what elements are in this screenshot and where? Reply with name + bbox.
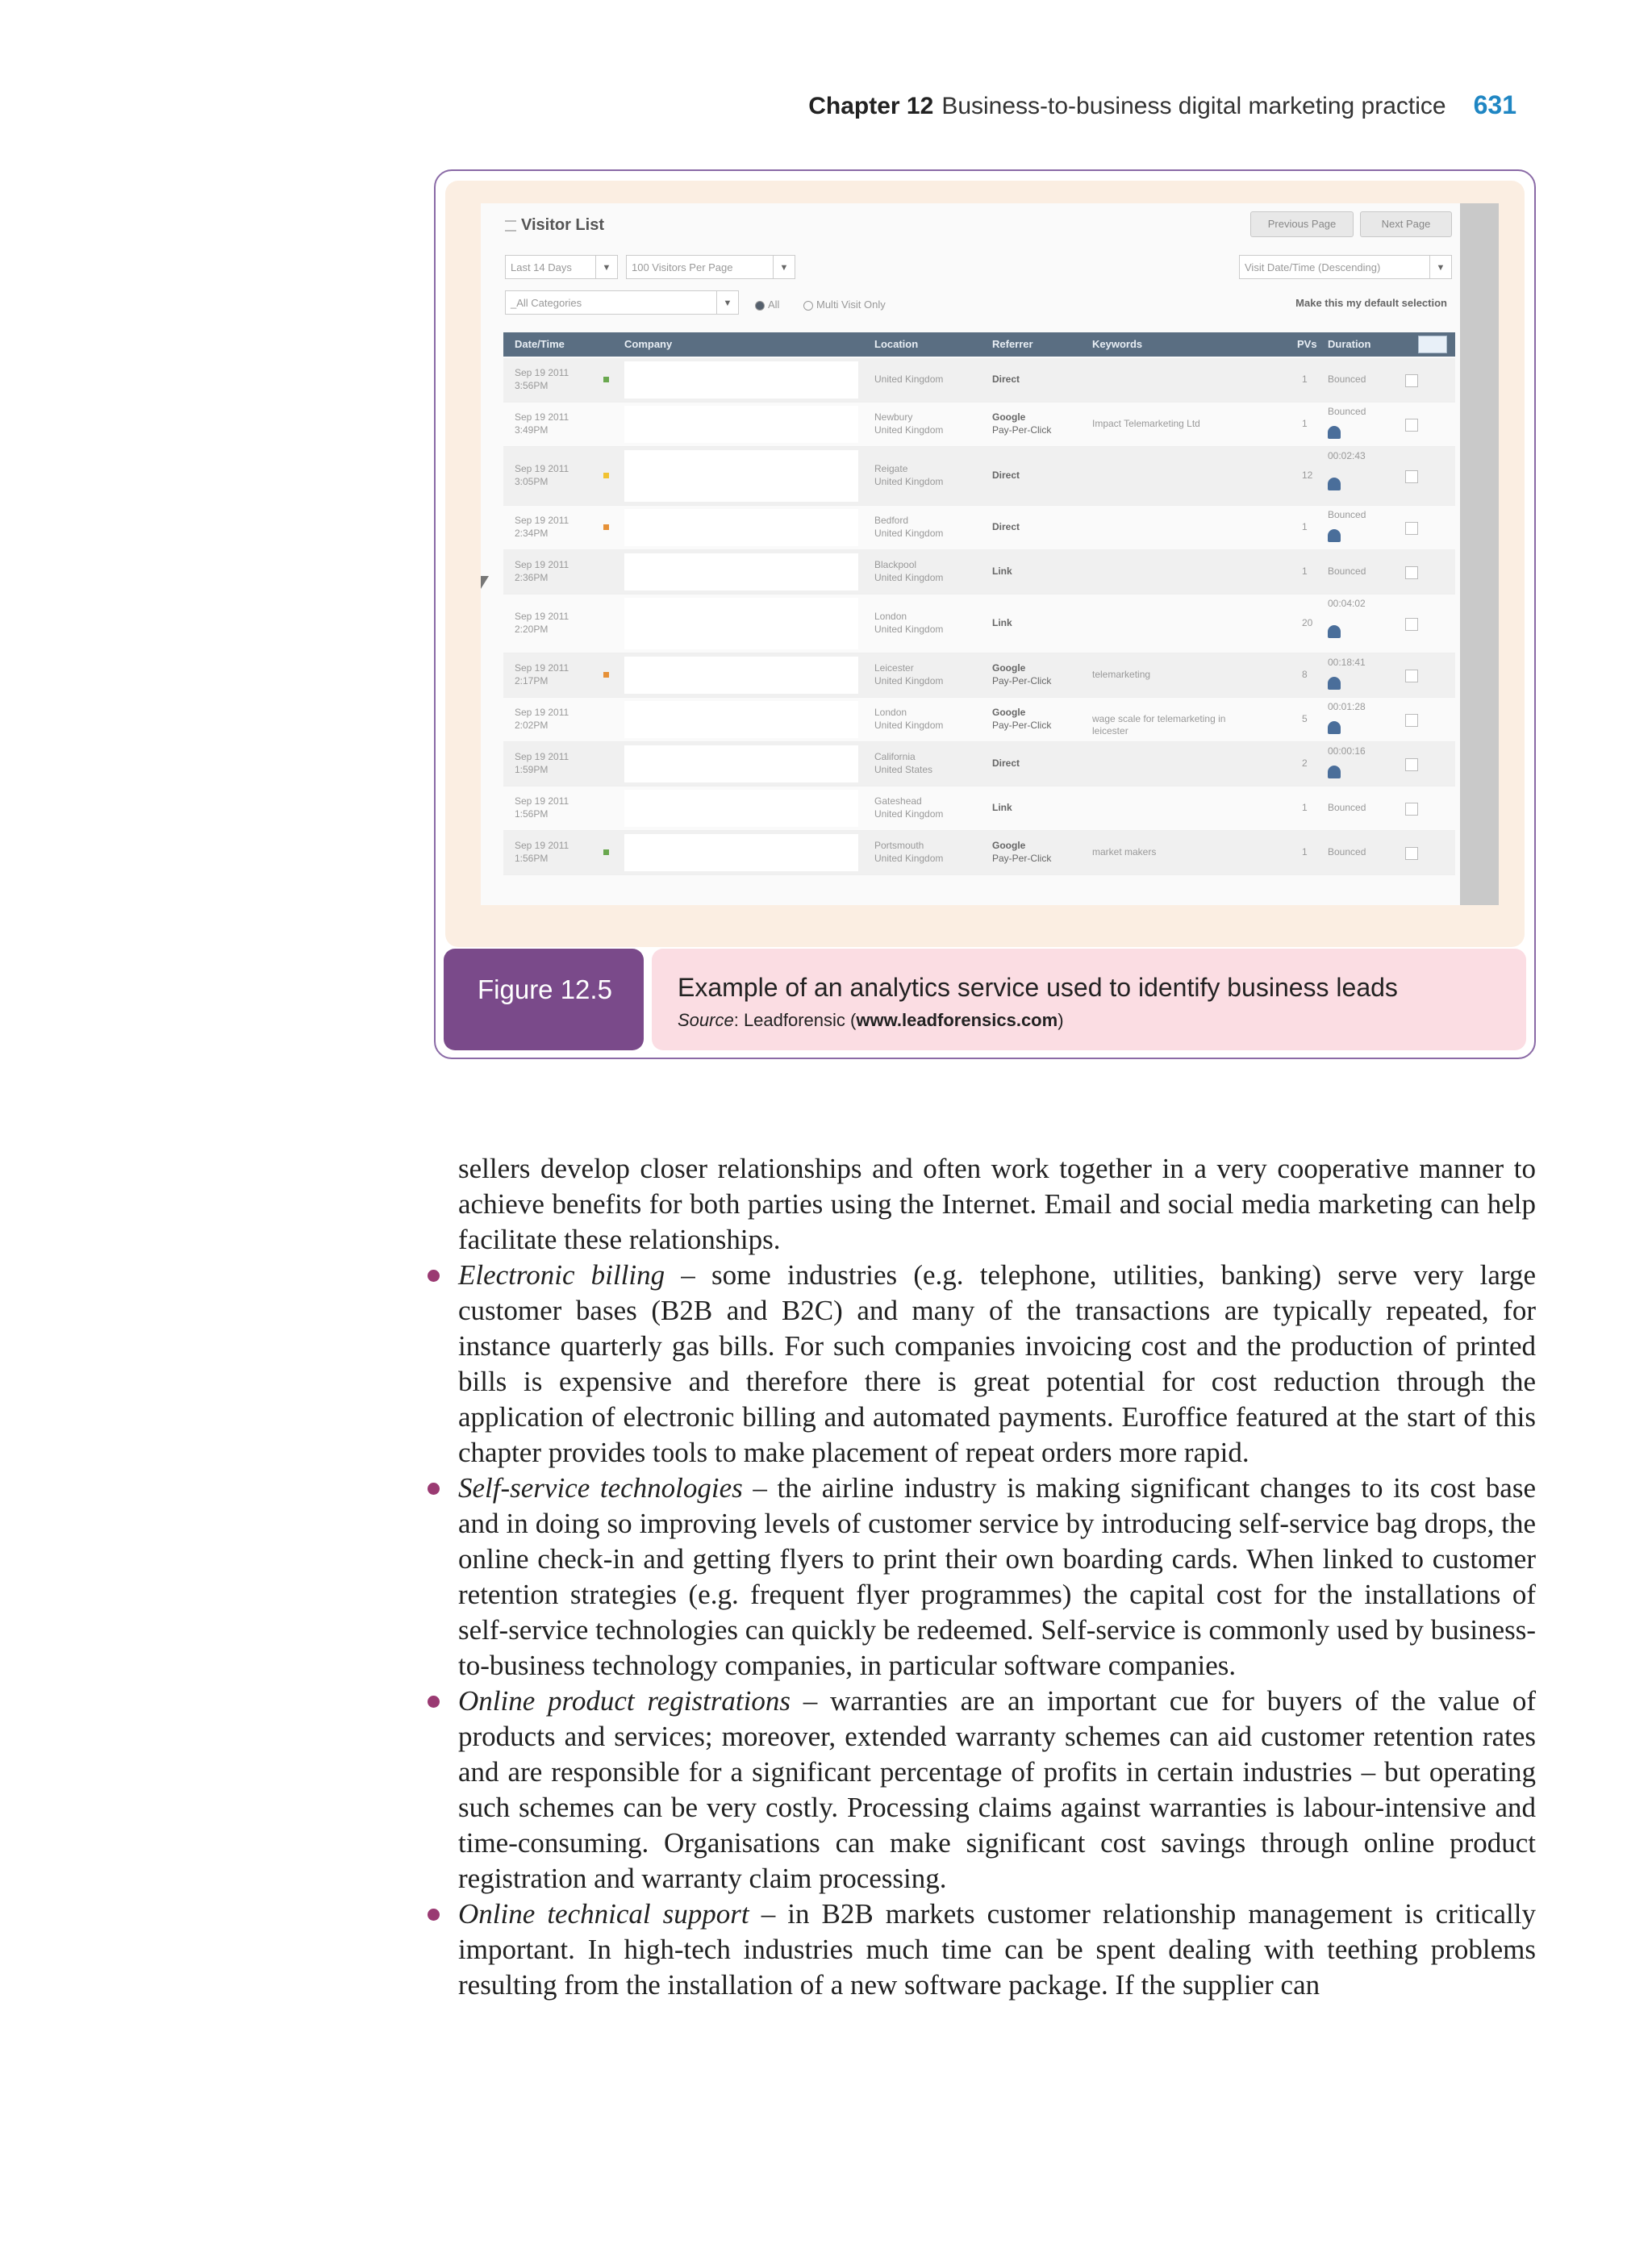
row-duration: Bounced [1328,846,1366,858]
row-duration: Bounced [1328,373,1366,385]
row-country: United Kingdom [874,476,944,487]
radio-selected-icon [755,301,765,311]
figure-number: Figure 12.5 [478,974,612,1004]
row-duration: Bounced [1328,406,1366,417]
row-duration: 00:02:43 [1328,450,1366,461]
visitor-icon [1328,721,1343,734]
visitor-list-screenshot [481,203,1499,905]
bullet-text: – in B2B markets customer relationship management is critically important. In high-tech industries much time can be spent dealing with teething problems resulting from the installation of a new software package. If the supplier can [458,1898,1536,2001]
row-referrer: Link [992,802,1012,813]
intro-paragraph: sellers develop closer relationships and often work together in a very cooperative manner to achieve benefits for both parties using the Internet. Email and social media marketing can help facilitate these relationships. [458,1153,1536,1255]
bullet-term: Electronic billing [458,1259,665,1291]
bullet-icon [428,1909,440,1921]
row-referrer: Google [992,707,1026,718]
row-keywords: Impact Telemarketing Ltd [1092,418,1200,429]
running-head [808,90,1516,120]
row-country: United Kingdom [874,424,944,436]
company-cell[interactable] [624,701,858,738]
radio-multi-label: Multi Visit Only [816,298,886,311]
sort-select-value: Visit Date/Time (Descending) [1245,261,1381,273]
bullet-term: Online technical support [458,1898,749,1930]
row-time: 2:02PM [515,720,549,731]
row-keywords: wage scale for telemarketing in leicester [1092,713,1226,737]
row-pageviews: 5 [1302,713,1308,724]
table-row[interactable] [503,403,1455,447]
source-close: ) [1058,1010,1064,1030]
radio-all-label: All [768,298,780,311]
radio-all[interactable] [755,298,779,311]
row-referrer-type: Pay-Per-Click [992,424,1052,436]
row-country: United States [874,764,933,775]
row-duration: 00:04:02 [1328,598,1366,609]
visitor-icon [1328,766,1343,778]
column-header[interactable]: Referrer [992,338,1033,350]
table-row[interactable] [503,698,1455,742]
row-referrer-type: Pay-Per-Click [992,853,1052,864]
visitor-table-body [503,358,1455,875]
column-header[interactable]: Keywords [1092,338,1143,350]
row-date: Sep 19 2011 [515,840,569,851]
row-referrer-type: Pay-Per-Click [992,720,1052,731]
row-country: United Kingdom [874,808,944,820]
sort-select[interactable] [1239,255,1452,279]
table-row[interactable] [503,358,1455,403]
source-label: Source [678,1010,734,1030]
range-select-value: Last 14 Days [511,261,572,273]
row-referrer: Direct [992,469,1020,481]
row-checkbox[interactable] [1405,618,1418,631]
status-dot-icon [603,849,609,855]
row-country: United Kingdom [874,720,944,731]
bullet-icon [428,1270,440,1282]
row-time: 1:56PM [515,808,549,820]
row-referrer: Google [992,662,1026,674]
row-date: Sep 19 2011 [515,559,569,570]
company-cell[interactable] [624,745,858,782]
source-text: : Leadforensic ( [733,1010,857,1030]
row-location: Reigate [874,463,908,474]
figure-caption [652,949,1526,1050]
company-cell[interactable] [624,406,858,443]
company-cell[interactable] [624,361,858,399]
row-location: California [874,751,916,762]
per-page-select[interactable] [626,255,795,279]
company-cell[interactable] [624,598,858,649]
row-date: Sep 19 2011 [515,751,569,762]
row-country: United Kingdom [874,572,944,583]
row-date: Sep 19 2011 [515,367,569,378]
table-row[interactable] [503,506,1455,550]
table-header [503,332,1455,357]
bullet-icon [428,1696,440,1708]
company-cell[interactable] [624,790,858,827]
chapter-title: Business-to-business digital marketing practice [941,93,1446,119]
bullet-text: – some industries (e.g. telephone, utilities, banking) serve very large customer bases (B2B and B2C) and many of the transactions are typically repeated, for instance quarterly gas bills. For such companies invoicing cost and the production of printed bills is expensive and therefore there is great potential for cost reduction through the application of electronic billing and automated payments. Euroffice featured at the start of this chapter provides tools to make placement of repeat orders more rapid. [458,1259,1537,1468]
company-cell[interactable] [624,509,858,546]
scrollbar [1460,203,1499,905]
row-time: 1:59PM [515,764,549,775]
row-pageviews: 1 [1302,802,1308,813]
row-checkbox[interactable] [1405,522,1418,535]
row-location: Bedford [874,515,909,526]
row-pageviews: 12 [1302,469,1313,481]
row-checkbox[interactable] [1405,566,1418,579]
row-checkbox[interactable] [1405,419,1418,432]
table-row[interactable] [503,742,1455,787]
row-date: Sep 19 2011 [515,707,569,718]
row-checkbox[interactable] [1405,714,1418,727]
row-time: 3:05PM [515,476,549,487]
bullet-technical-support [458,1897,1536,2003]
screenshot-frame [445,181,1525,947]
row-time: 3:56PM [515,380,549,391]
row-date: Sep 19 2011 [515,795,569,807]
row-location: Newbury [874,411,913,423]
row-referrer: Google [992,840,1026,851]
row-pageviews: 1 [1302,521,1308,532]
row-pageviews: 20 [1302,617,1313,628]
row-keywords: telemarketing [1092,669,1151,680]
row-country: United Kingdom [874,624,944,635]
visitor-list-title-text: Visitor List [521,216,604,234]
table-row[interactable] [503,787,1455,831]
table-row[interactable] [503,831,1455,875]
bullet-term: Self-service technologies [458,1472,743,1504]
row-referrer: Link [992,565,1012,577]
chevron-down-icon: ▼ [595,256,617,278]
chevron-down-icon: ▼ [716,291,738,314]
company-cell[interactable] [624,450,858,502]
row-pageviews: 1 [1302,373,1308,385]
row-referrer: Link [992,617,1012,628]
default-selection-link[interactable]: Make this my default selection [1295,297,1447,309]
per-page-select-value: 100 Visitors Per Page [632,261,733,273]
figure-box [434,169,1536,1059]
row-country: United Kingdom [874,528,944,539]
bullet-term: Online product registrations [458,1685,791,1717]
row-time: 2:34PM [515,528,549,539]
row-duration: Bounced [1328,509,1366,520]
row-location: Portsmouth [874,840,924,851]
visitor-icon [1328,529,1343,542]
row-date: Sep 19 2011 [515,515,569,526]
bullet-text: – the airline industry is making significant changes to its cost base and in doing so improving levels of customer service by introducing self-service bag drops, the online check-in and getting flyers to print their own boarding cards. When linked to customer retention strategies (e.g. frequent flyer programmes) the capital cost for the installations of self-service technologies can quickly be redeemed. Self-service is commonly used by business-to-business technology companies, in particular software companies. [458,1472,1536,1681]
company-cell[interactable] [624,553,858,590]
row-referrer: Direct [992,521,1020,532]
chevron-down-icon: ▼ [773,256,795,278]
category-select[interactable] [505,290,739,315]
row-checkbox[interactable] [1405,470,1418,483]
select-all-checkbox[interactable] [1418,336,1447,353]
previous-page-button[interactable]: Previous Page [1250,211,1354,237]
row-date: Sep 19 2011 [515,611,569,622]
table-row[interactable] [503,595,1455,653]
list-icon [505,220,516,232]
visitor-icon [1328,478,1343,490]
row-time: 2:17PM [515,675,549,686]
row-location: Blackpool [874,559,917,570]
figure-label [444,949,644,1050]
visitor-icon [1328,625,1343,638]
row-date: Sep 19 2011 [515,411,569,423]
next-page-button[interactable]: Next Page [1360,211,1452,237]
chevron-down-icon: ▼ [1429,256,1451,278]
table-row[interactable] [503,447,1455,506]
row-country: United Kingdom [874,675,944,686]
figure-caption-text: Example of an analytics service used to identify business leads [678,973,1398,1002]
row-duration: 00:00:16 [1328,745,1366,757]
bullet-product-registrations [458,1684,1536,1897]
row-duration: Bounced [1328,565,1366,577]
row-pageviews: 8 [1302,669,1308,680]
company-cell[interactable] [624,834,858,871]
row-checkbox[interactable] [1405,374,1418,387]
column-header[interactable]: PVs [1297,338,1317,350]
table-row[interactable] [503,653,1455,698]
visitor-icon [1328,677,1343,690]
row-referrer-type: Pay-Per-Click [992,675,1052,686]
row-location: Gateshead [874,795,922,807]
bullet-self-service [458,1471,1536,1684]
table-row[interactable] [503,550,1455,595]
row-location: United Kingdom [874,373,944,385]
row-duration: Bounced [1328,802,1366,813]
row-pageviews: 1 [1302,846,1308,858]
row-duration: 00:18:41 [1328,657,1366,668]
row-checkbox[interactable] [1405,758,1418,771]
row-referrer: Direct [992,373,1020,385]
row-checkbox[interactable] [1405,670,1418,682]
company-cell[interactable] [624,657,858,694]
chapter-label: Chapter 12 [808,93,934,119]
row-keywords: market makers [1092,846,1157,858]
status-dot-icon [603,672,609,678]
row-pageviews: 2 [1302,757,1308,769]
range-select[interactable] [505,255,618,279]
bullet-electronic-billing [458,1258,1536,1471]
radio-multi-visit[interactable] [803,298,886,311]
row-time: 2:36PM [515,572,549,583]
row-checkbox[interactable] [1405,847,1418,860]
row-time: 2:20PM [515,624,549,635]
row-date: Sep 19 2011 [515,662,569,674]
column-header[interactable]: Date/Time [515,338,565,350]
mouse-cursor-icon [481,576,489,589]
row-date: Sep 19 2011 [515,463,569,474]
row-pageviews: 1 [1302,565,1308,577]
row-location: London [874,611,907,622]
body-text [458,1151,1536,2003]
status-dot-icon [603,524,609,530]
column-header[interactable]: Location [874,338,919,350]
row-referrer: Direct [992,757,1020,769]
row-location: London [874,707,907,718]
source-url: www.leadforensics.com [856,1010,1058,1030]
figure-source [678,1010,1064,1031]
row-country: United Kingdom [874,853,944,864]
page-number: 631 [1473,90,1516,119]
visitor-list-title [505,216,604,235]
row-time: 1:56PM [515,853,549,864]
bullet-text: – warranties are an important cue for buyers of the value of products and services; moreover, extended warranty schemes can aid customer retention rates and are responsible for a significant percentage of profits in certain industries – but operating such schemes can be very costly. Processing claims against warranties is labour-intensive and time-consuming. Organisations can make significant cost savings through online product registration and warranty claim processing. [458,1685,1536,1894]
category-select-value: _All Categories [511,297,582,309]
bullet-icon [428,1483,440,1495]
row-pageviews: 1 [1302,418,1308,429]
column-header[interactable]: Company [624,338,673,350]
row-referrer: Google [992,411,1026,423]
row-location: Leicester [874,662,914,674]
status-dot-icon [603,377,609,382]
row-time: 3:49PM [515,424,549,436]
status-dot-icon [603,473,609,478]
visitor-icon [1328,426,1343,439]
radio-unselected-icon [803,301,813,311]
column-header[interactable]: Duration [1328,338,1371,350]
row-duration: 00:01:28 [1328,701,1366,712]
row-checkbox[interactable] [1405,803,1418,816]
